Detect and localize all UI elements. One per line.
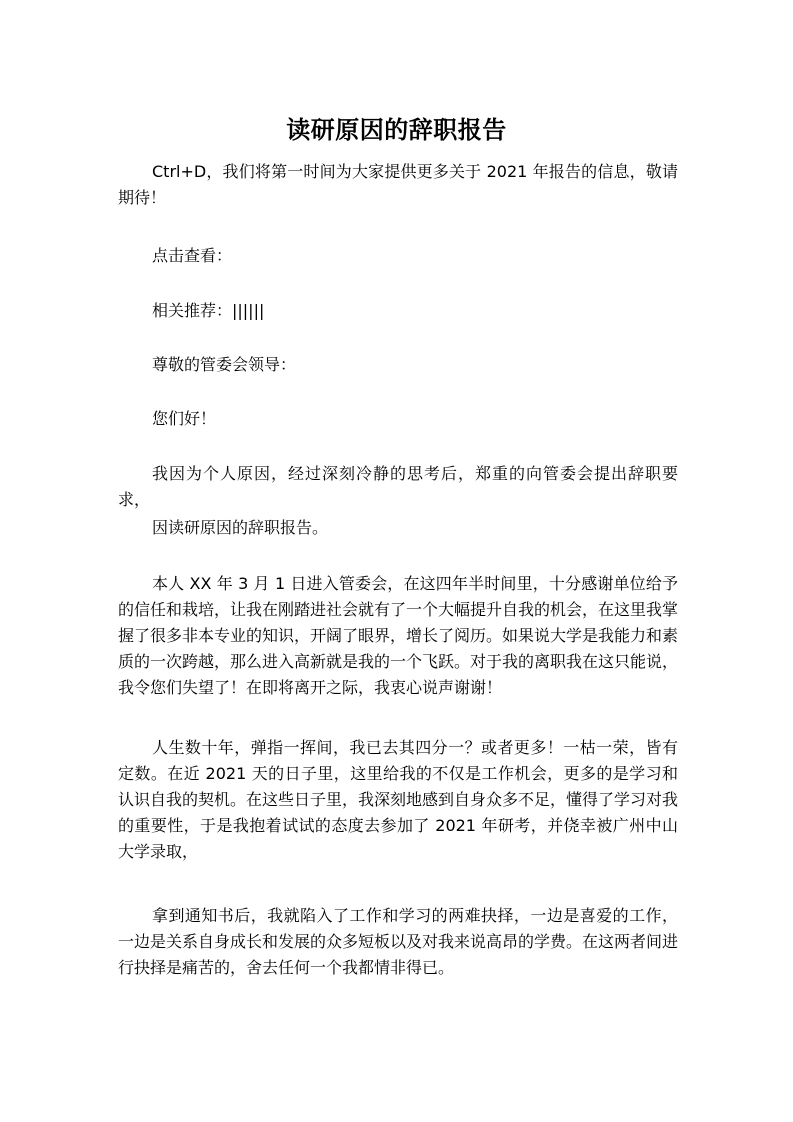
paragraph-click-view: 点击查看： (152, 246, 233, 265)
paragraph-life: 人生数十年，弹指一挥间，我已去其四分一？或者更多！一枯一荣，皆有定数。在近 2021 天的日子里，这里给我的不仅是工作机会，更多的是学习和认识自我的契机。在这些日子里，我深刻地感到自身众多不足，懂得了学习对我的重要性，于是我抱着试试的态度去参加了 2021 年研考，并侥幸被广州中山大学录取， (118, 738, 679, 861)
paragraph-greeting: 您们好！ (152, 409, 217, 428)
paragraph-related: 相关推荐：|||||| (152, 301, 265, 320)
paragraph-dilemma: 拿到通知书后，我就陷入了工作和学习的两难抉择，一边是喜爱的工作，一边是关系自身成长和发展的众多短板以及对我来说高昂的学费。在这两者间进行抉择是痛苦的，舍去任何一个我都情非得已。 (118, 906, 679, 977)
paragraph-gratitude: 本人 XX 年 3 月 1 日进入管委会，在这四年半时间里，十分感谢单位给予的信任和栽培，让我在刚踏进社会就有了一个大幅提升自我的机会，在这里我掌握了很多非本专业的知识，开阔了眼界，增长了阅历。如果说大学是我能力和素质的一次跨越，那么进入高新就是我的一个飞跃。对于我的离职我在这只能说，我令您们失望了！在即将离开之际，我衷心说声谢谢！ (118, 574, 679, 697)
paragraph-salutation: 尊敬的管委会领导： (152, 355, 297, 374)
paragraph-resignation-request: 我因为个人原因，经过深刻冷静的思考后，郑重的向管委会提出辞职要求， (118, 464, 678, 509)
paragraph-intro: Ctrl+D，我们将第一时间为大家提供更多关于 2021 年报告的信息，敬请期待！ (118, 162, 678, 207)
paragraph-report-title: 因读研原因的辞职报告。 (152, 518, 329, 537)
document-title: 读研原因的辞职报告 (286, 116, 507, 144)
